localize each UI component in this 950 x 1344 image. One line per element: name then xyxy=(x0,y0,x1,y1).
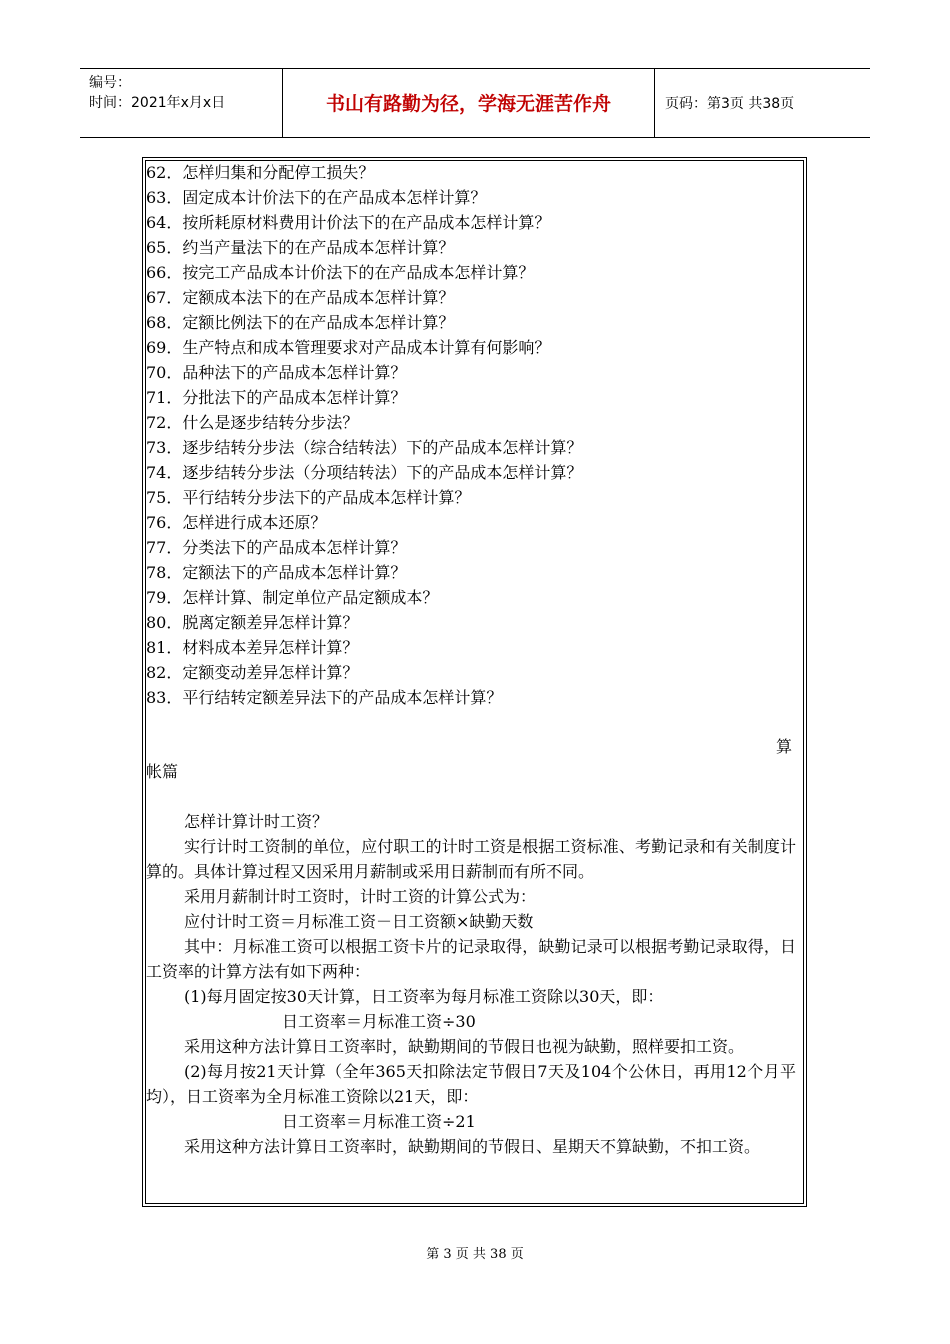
list-item: 79．怎样计算、制定单位产品定额成本？ xyxy=(146,588,439,607)
header-divider xyxy=(654,69,655,137)
list-item: 83．平行结转定额差异法下的产品成本怎样计算？ xyxy=(146,688,503,707)
list-item: 81．材料成本差异怎样计算？ xyxy=(146,638,359,657)
body-formula-main: 应付计时工资＝月标准工资－日工资额×缺勤天数 xyxy=(184,912,534,931)
body-paragraph: (1)每月固定按30天计算，日工资率为每月标准工资除以30天，即： xyxy=(184,987,664,1006)
list-item: 62．怎样归集和分配停工损失？ xyxy=(146,163,375,182)
list-item: 78．定额法下的产品成本怎样计算？ xyxy=(146,563,407,582)
body-paragraph: 采用这种方法计算日工资率时，缺勤期间的节假日也视为缺勤，照样要扣工资。 xyxy=(184,1037,745,1056)
body-paragraph: 采用月薪制计时工资时，计时工资的计算公式为： xyxy=(184,887,537,906)
body-heading: 怎样计算计时工资？ xyxy=(184,812,329,831)
body-paragraph: 采用这种方法计算日工资率时，缺勤期间的节假日、星期天不算缺勤，不扣工资。 xyxy=(184,1137,761,1156)
list-item: 82．定额变动差异怎样计算？ xyxy=(146,663,359,682)
page-header xyxy=(80,68,870,138)
list-item: 66．按完工产品成本计价法下的在产品成本怎样计算？ xyxy=(146,263,535,282)
body-text xyxy=(146,809,796,1159)
question-list xyxy=(146,160,796,710)
list-item: 80．脱离定额差异怎样计算？ xyxy=(146,613,359,632)
list-item: 72．什么是逐步结转分步法？ xyxy=(146,413,359,432)
body-formula: 日工资率＝月标准工资÷21 xyxy=(282,1112,476,1131)
body-paragraph: 实行计时工资制的单位，应付职工的计时工资是根据工资标准、考勤记录和有关制度计算的。具体计算过程又因采用月薪制或采用日薪制而有所不同。 xyxy=(146,837,796,881)
list-item: 74．逐步结转分步法（分项结转法）下的产品成本怎样计算？ xyxy=(146,463,583,482)
list-item: 71．分批法下的产品成本怎样计算？ xyxy=(146,388,407,407)
header-page-info: 页码：第3页 共38页 xyxy=(665,96,795,112)
list-item: 69．生产特点和成本管理要求对产品成本计算有何影响？ xyxy=(146,338,551,357)
body-paragraph: 其中：月标准工资可以根据工资卡片的记录取得，缺勤记录可以根据考勤记录取得，日工资率的计算方法有如下两种： xyxy=(146,937,796,981)
list-item: 63．固定成本计价法下的在产品成本怎样计算？ xyxy=(146,188,487,207)
section-title-part1: 算 xyxy=(776,737,793,756)
section-title-part2: 帐篇 xyxy=(146,762,179,781)
list-item: 73．逐步结转分步法（综合结转法）下的产品成本怎样计算？ xyxy=(146,438,583,457)
list-item: 76．怎样进行成本还原？ xyxy=(146,513,327,532)
list-item: 77．分类法下的产品成本怎样计算？ xyxy=(146,538,407,557)
list-item: 64．按所耗原材料费用计价法下的在产品成本怎样计算？ xyxy=(146,213,551,232)
header-number-label: 编号： xyxy=(89,75,131,91)
page-footer: 第 3 页 共 38 页 xyxy=(426,1247,524,1262)
header-left-info xyxy=(89,73,225,113)
list-item: 68．定额比例法下的在产品成本怎样计算？ xyxy=(146,313,455,332)
body-paragraph: (2)每月按21天计算（全年365天扣除法定节假日7天及104个公休日，再用12个月平均），日工资率为全月标准工资除以21天，即： xyxy=(146,1062,796,1106)
header-motto: 书山有路勤为径，学海无涯苦作舟 xyxy=(325,93,611,115)
list-item: 67．定额成本法下的在产品成本怎样计算？ xyxy=(146,288,455,307)
list-item: 70．品种法下的产品成本怎样计算？ xyxy=(146,363,407,382)
list-item: 65．约当产量法下的在产品成本怎样计算？ xyxy=(146,238,455,257)
list-item: 75．平行结转分步法下的产品成本怎样计算？ xyxy=(146,488,471,507)
header-date: 时间：2021年x月x日 xyxy=(89,95,226,111)
body-formula: 日工资率＝月标准工资÷30 xyxy=(282,1012,476,1031)
